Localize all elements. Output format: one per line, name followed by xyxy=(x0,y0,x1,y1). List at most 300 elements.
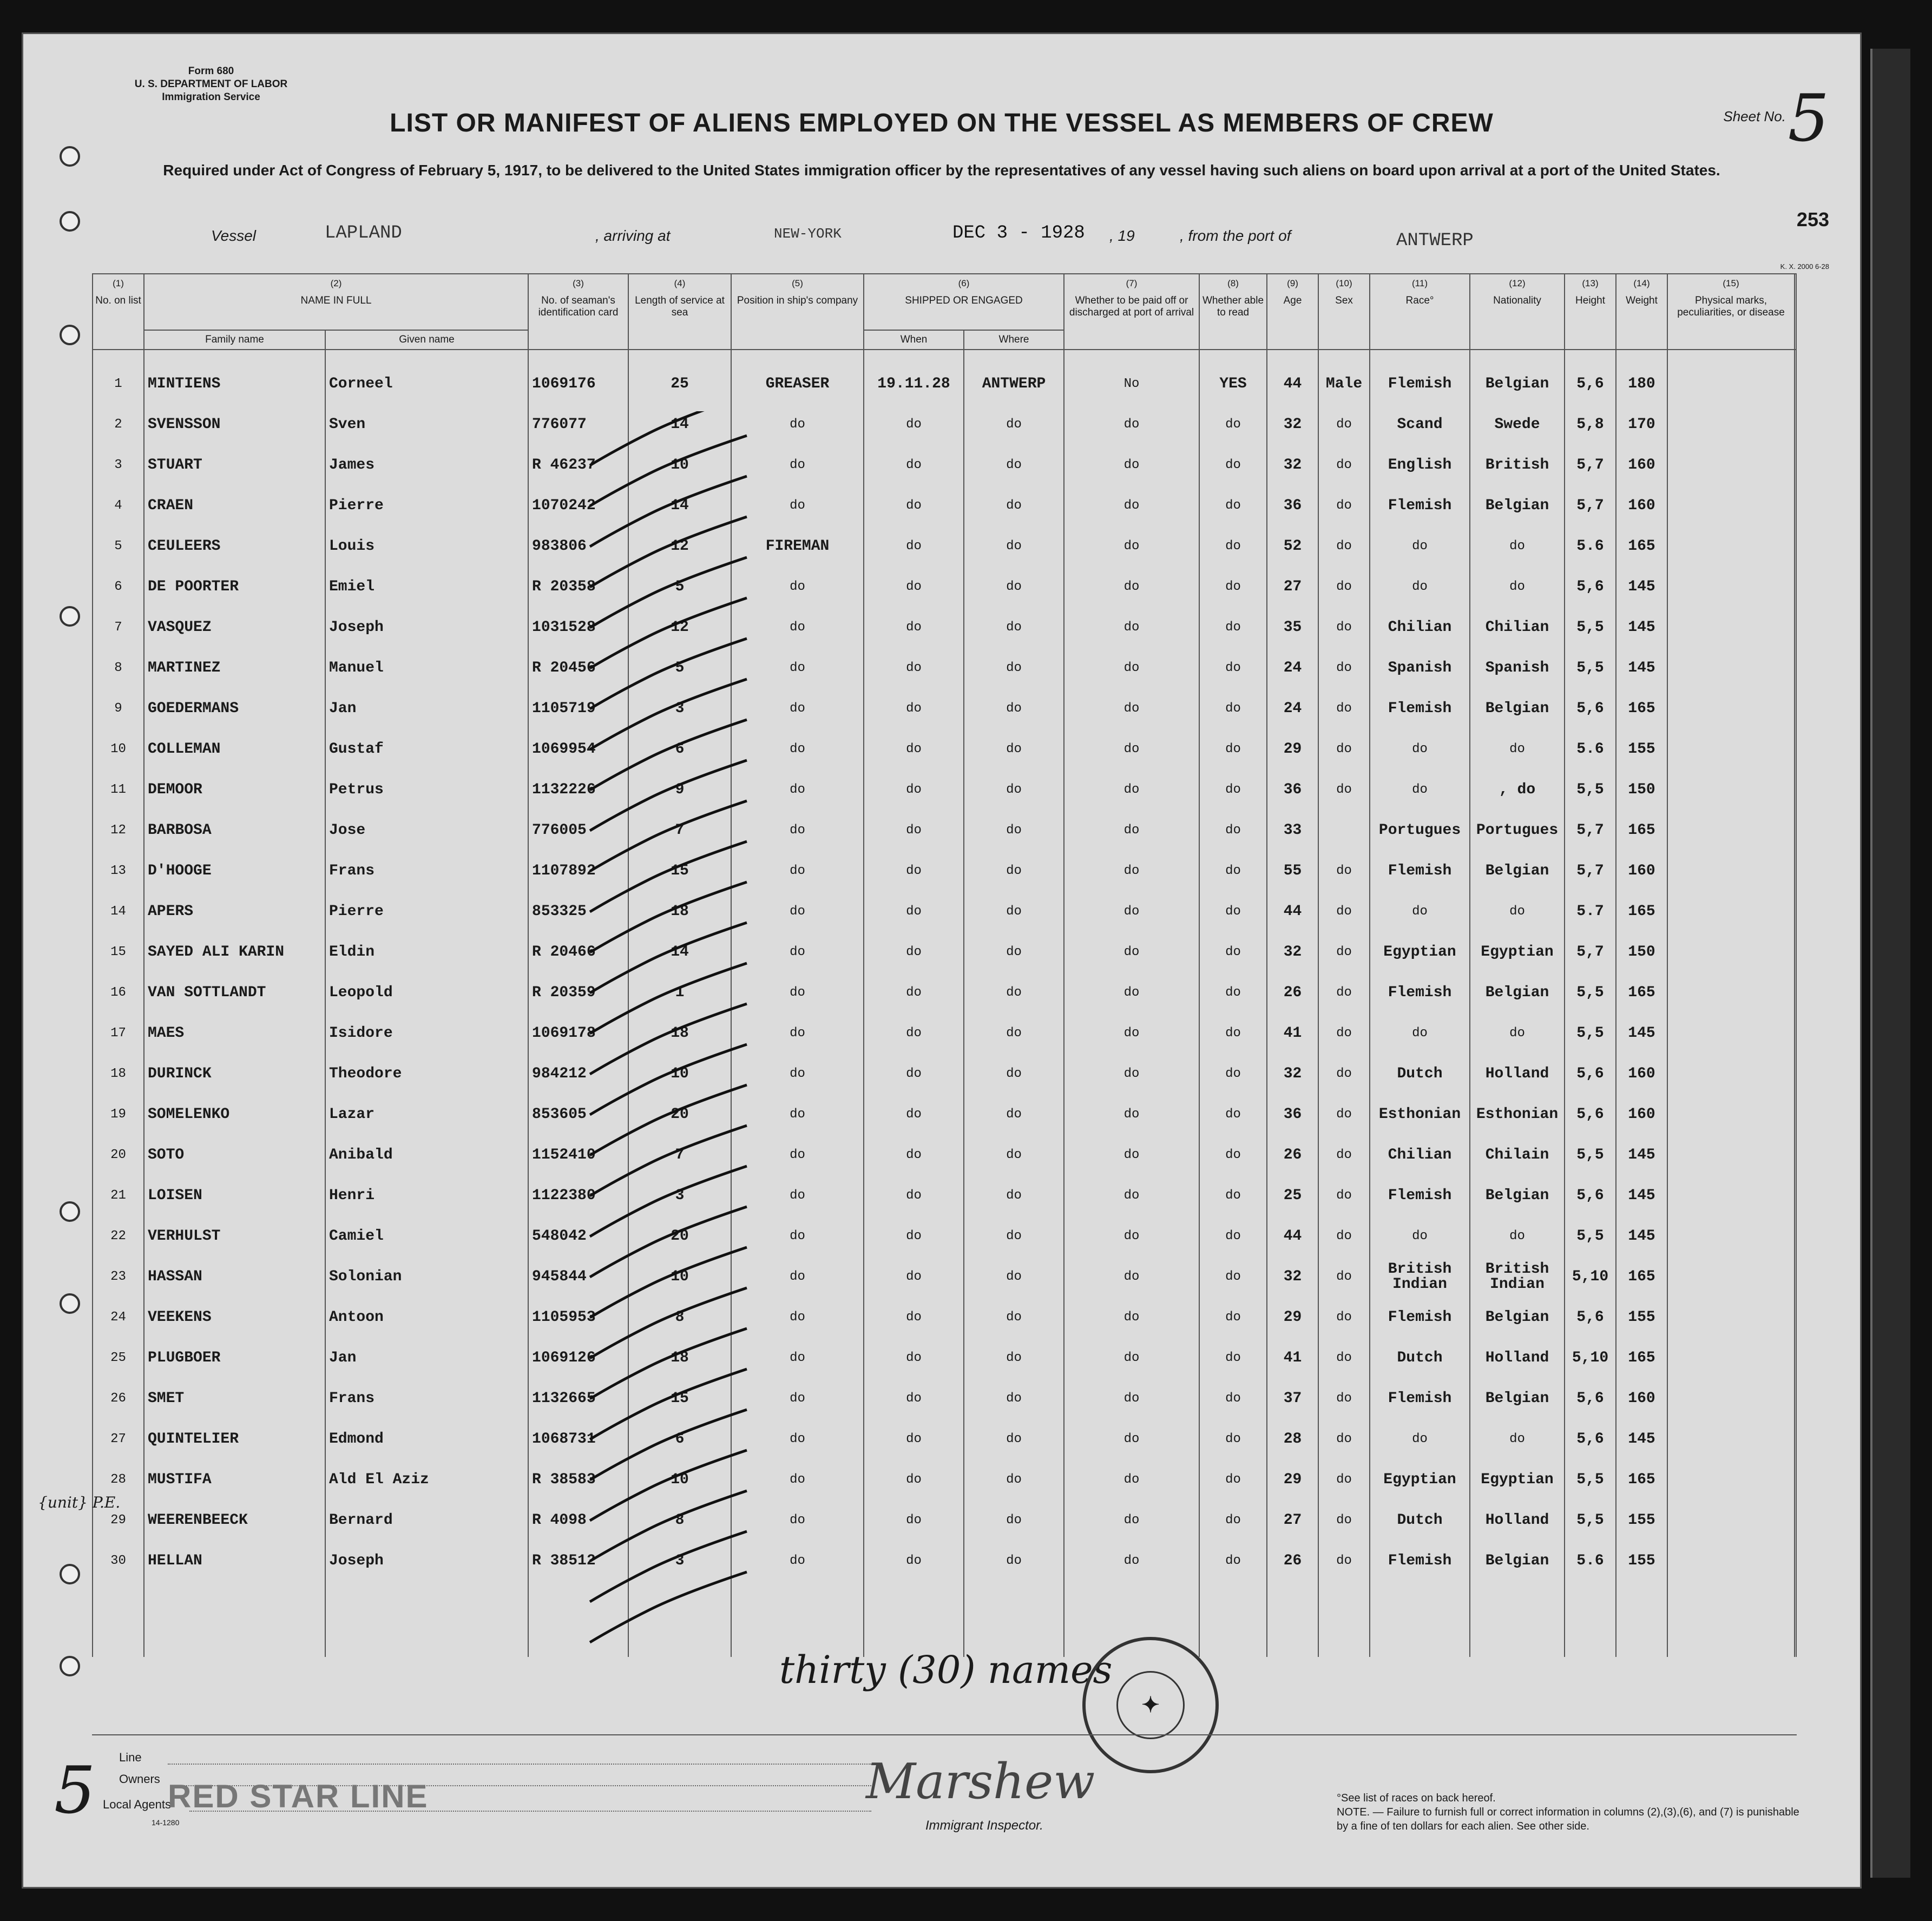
cell-nationality: do xyxy=(1470,1013,1565,1054)
cell-read: do xyxy=(1199,526,1267,567)
cell-empty xyxy=(1795,1581,1796,1657)
cell-race: Egyptian xyxy=(1370,1459,1470,1500)
cell-given: Ald El Aziz xyxy=(325,1459,528,1500)
cell-when: do xyxy=(864,485,964,526)
cell-card: 1069954 xyxy=(528,729,628,769)
cell-paid: do xyxy=(1064,1500,1199,1541)
cell-nationality: Esthonian xyxy=(1470,1094,1565,1135)
cell-race: Chilian xyxy=(1370,607,1470,648)
cell-nationality: Portugues xyxy=(1470,810,1565,851)
cell-given: Pierre xyxy=(325,891,528,932)
cell-blank xyxy=(1795,851,1796,891)
cell-height: 5,5 xyxy=(1565,972,1616,1013)
cell-age: 41 xyxy=(1267,1338,1318,1378)
cell-sex: do xyxy=(1318,1541,1370,1581)
cell-no: 20 xyxy=(93,1135,144,1175)
cell-service: 6 xyxy=(628,729,731,769)
cell-weight: 155 xyxy=(1616,1541,1667,1581)
col-family-name: Family name xyxy=(144,330,325,350)
cell-service: 14 xyxy=(628,485,731,526)
cell-no: 25 xyxy=(93,1338,144,1378)
cell-card: 1107892 xyxy=(528,851,628,891)
cell-service: 14 xyxy=(628,404,731,445)
cell-sex: do xyxy=(1318,1297,1370,1338)
cell-when: do xyxy=(864,851,964,891)
fine-note: NOTE. — Failure to furnish full or correct information in columns (2),(3),(6), and (7) is punishable by a fine of ten dollars for each alien. See other side. xyxy=(1337,1806,1799,1832)
crew-rows xyxy=(93,350,1796,1657)
cell-given: Lazar xyxy=(325,1094,528,1135)
binder-edge xyxy=(1870,49,1910,1878)
cell-sex: do xyxy=(1318,1500,1370,1541)
cell-when: do xyxy=(864,1297,964,1338)
cell-family: VASQUEZ xyxy=(144,607,325,648)
cell-sex: do xyxy=(1318,688,1370,729)
table-row xyxy=(93,1216,1796,1256)
cell-service: 15 xyxy=(628,851,731,891)
check-stroke xyxy=(590,1369,747,1439)
cell-blank xyxy=(1795,1338,1796,1378)
check-marks-svg xyxy=(584,411,790,1656)
cell-family: WEERENBEECK xyxy=(144,1500,325,1541)
cell-empty xyxy=(864,1581,964,1657)
cell-weight: 145 xyxy=(1616,1175,1667,1216)
cell-paid: do xyxy=(1064,1338,1199,1378)
cell-position: GREASER xyxy=(731,350,864,404)
cell-height: 5,5 xyxy=(1565,648,1616,688)
cell-paid: do xyxy=(1064,445,1199,485)
sheet-number-label: Sheet No. xyxy=(1723,108,1786,124)
cell-race: Flemish xyxy=(1370,1541,1470,1581)
cell-position: do xyxy=(731,1500,864,1541)
cell-read: do xyxy=(1199,1338,1267,1378)
cell-position: do xyxy=(731,648,864,688)
cell-where: do xyxy=(964,648,1064,688)
cell-paid: do xyxy=(1064,1297,1199,1338)
cell-height: 5,7 xyxy=(1565,932,1616,972)
cell-paid: do xyxy=(1064,648,1199,688)
cell-sex: do xyxy=(1318,1094,1370,1135)
cell-no: 8 xyxy=(93,648,144,688)
cell-given: Theodore xyxy=(325,1054,528,1094)
col-card: (3) No. of seaman's identification card xyxy=(528,274,628,350)
cell-weight: 150 xyxy=(1616,932,1667,972)
check-stroke xyxy=(590,720,747,790)
cell-nationality: Holland xyxy=(1470,1338,1565,1378)
cell-where: do xyxy=(964,810,1064,851)
cell-race: do xyxy=(1370,729,1470,769)
cell-age: 55 xyxy=(1267,851,1318,891)
table-row xyxy=(93,1419,1796,1459)
table-row xyxy=(93,1541,1796,1581)
cell-weight: 165 xyxy=(1616,891,1667,932)
table-row xyxy=(93,1175,1796,1216)
cell-read: do xyxy=(1199,445,1267,485)
from-port-label: , from the port of xyxy=(1180,227,1291,244)
cell-sex: do xyxy=(1318,648,1370,688)
table-row xyxy=(93,567,1796,607)
cell-position: do xyxy=(731,1094,864,1135)
cell-service: 3 xyxy=(628,1541,731,1581)
cell-family: MARTINEZ xyxy=(144,648,325,688)
line-label: Line xyxy=(119,1751,142,1764)
form-code: 14-1280 xyxy=(152,1818,180,1827)
cell-race: Dutch xyxy=(1370,1338,1470,1378)
table-row xyxy=(93,810,1796,851)
cell-age: 32 xyxy=(1267,404,1318,445)
cell-blank xyxy=(1795,1216,1796,1256)
company-stamp: RED STAR LINE xyxy=(168,1778,429,1814)
cell-height: 5,10 xyxy=(1565,1338,1616,1378)
table-row xyxy=(93,1135,1796,1175)
punch-hole-icon xyxy=(60,1201,80,1222)
cell-nationality: Belgian xyxy=(1470,851,1565,891)
cell-paid: do xyxy=(1064,769,1199,810)
cell-marks xyxy=(1667,1297,1795,1338)
cell-no: 1 xyxy=(93,350,144,404)
department: U. S. DEPARTMENT OF LABOR xyxy=(134,78,288,90)
cell-when: do xyxy=(864,729,964,769)
cell-nationality: Belgian xyxy=(1470,1297,1565,1338)
table-row xyxy=(93,1378,1796,1419)
cell-blank xyxy=(1795,1175,1796,1216)
cell-sex: do xyxy=(1318,445,1370,485)
cell-nationality: Egyptian xyxy=(1470,932,1565,972)
cell-given: Solonian xyxy=(325,1256,528,1297)
cell-family: HASSAN xyxy=(144,1256,325,1297)
cell-service: 12 xyxy=(628,607,731,648)
cell-position: do xyxy=(731,1419,864,1459)
cell-marks xyxy=(1667,1459,1795,1500)
departure-port: ANTWERP xyxy=(1396,231,1474,251)
cell-no: 9 xyxy=(93,688,144,729)
cell-when: 19.11.28 xyxy=(864,350,964,404)
cell-empty xyxy=(1470,1581,1565,1657)
cell-where: do xyxy=(964,1094,1064,1135)
cell-marks xyxy=(1667,526,1795,567)
cell-service: 6 xyxy=(628,1419,731,1459)
cell-race: Esthonian xyxy=(1370,1094,1470,1135)
cell-family: STUART xyxy=(144,445,325,485)
cell-sex: do xyxy=(1318,1216,1370,1256)
col-name: (2) NAME IN FULL xyxy=(144,274,528,330)
cell-service: 7 xyxy=(628,1135,731,1175)
punch-hole-icon xyxy=(60,1293,80,1314)
cell-height: 5.6 xyxy=(1565,729,1616,769)
cell-no: 23 xyxy=(93,1256,144,1297)
year-label: , 19 xyxy=(1109,227,1135,244)
cell-position: FIREMAN xyxy=(731,526,864,567)
col-shipped: (6) SHIPPED OR ENGAGED xyxy=(864,274,1064,330)
cell-height: 5,7 xyxy=(1565,485,1616,526)
cell-position: do xyxy=(731,1338,864,1378)
cell-age: 36 xyxy=(1267,485,1318,526)
cell-read: do xyxy=(1199,1459,1267,1500)
cell-empty xyxy=(1616,1581,1667,1657)
cell-blank xyxy=(1795,350,1796,404)
check-stroke xyxy=(590,882,747,952)
cell-race: English xyxy=(1370,445,1470,485)
check-stroke xyxy=(590,923,747,993)
handwritten-total: thirty (30) names xyxy=(779,1648,1113,1692)
cell-blank xyxy=(1795,1297,1796,1338)
cell-service: 20 xyxy=(628,1216,731,1256)
cell-when: do xyxy=(864,1013,964,1054)
cell-position: do xyxy=(731,932,864,972)
cell-where: do xyxy=(964,851,1064,891)
cell-sex: do xyxy=(1318,1378,1370,1419)
cell-position: do xyxy=(731,769,864,810)
cell-sex: do xyxy=(1318,769,1370,810)
cell-where: do xyxy=(964,1256,1064,1297)
cell-given: Frans xyxy=(325,1378,528,1419)
cell-sex: do xyxy=(1318,972,1370,1013)
cell-blank xyxy=(1795,404,1796,445)
cell-race: Dutch xyxy=(1370,1500,1470,1541)
cell-no: 30 xyxy=(93,1541,144,1581)
cell-marks xyxy=(1667,445,1795,485)
header-row xyxy=(93,274,1796,330)
cell-paid: do xyxy=(1064,404,1199,445)
cell-marks xyxy=(1667,1419,1795,1459)
cell-marks xyxy=(1667,607,1795,648)
cell-race: do xyxy=(1370,567,1470,607)
cell-nationality: do xyxy=(1470,526,1565,567)
table-row xyxy=(93,1459,1796,1500)
table-row xyxy=(93,445,1796,485)
cell-nationality: Belgian xyxy=(1470,1541,1565,1581)
cell-nationality: do xyxy=(1470,891,1565,932)
cell-weight: 155 xyxy=(1616,1500,1667,1541)
cell-card: 1068731 xyxy=(528,1419,628,1459)
cell-race: Spanish xyxy=(1370,648,1470,688)
cell-paid: do xyxy=(1064,688,1199,729)
cell-family: HELLAN xyxy=(144,1541,325,1581)
cell-weight: 145 xyxy=(1616,1135,1667,1175)
cell-nationality: do xyxy=(1470,1216,1565,1256)
cell-family: SOMELENKO xyxy=(144,1094,325,1135)
col-weight: (14) Weight xyxy=(1616,274,1667,350)
cell-race: Flemish xyxy=(1370,972,1470,1013)
cell-given: Isidore xyxy=(325,1013,528,1054)
cell-age: 44 xyxy=(1267,350,1318,404)
cell-sex: do xyxy=(1318,729,1370,769)
cell-blank xyxy=(1795,445,1796,485)
arriving-label: , arriving at xyxy=(595,227,671,244)
cell-given: Manuel xyxy=(325,648,528,688)
cell-weight: 160 xyxy=(1616,851,1667,891)
punch-hole-icon xyxy=(60,146,80,167)
cell-read: do xyxy=(1199,485,1267,526)
card-check-marks xyxy=(584,411,790,1656)
cell-age: 27 xyxy=(1267,567,1318,607)
cell-when: do xyxy=(864,648,964,688)
cell-card: R 20359 xyxy=(528,972,628,1013)
cell-read: do xyxy=(1199,1419,1267,1459)
cell-when: do xyxy=(864,1419,964,1459)
cell-blank xyxy=(1795,567,1796,607)
cell-service: 5 xyxy=(628,567,731,607)
cell-blank xyxy=(1795,729,1796,769)
cell-given: Emiel xyxy=(325,567,528,607)
cell-given: Camiel xyxy=(325,1216,528,1256)
cell-card: 1152410 xyxy=(528,1135,628,1175)
cell-no: 15 xyxy=(93,932,144,972)
cell-paid: do xyxy=(1064,729,1199,769)
cell-height: 5,10 xyxy=(1565,1256,1616,1297)
cell-nationality: Belgian xyxy=(1470,485,1565,526)
cell-blank xyxy=(1795,1500,1796,1541)
cell-paid: do xyxy=(1064,810,1199,851)
cell-paid: do xyxy=(1064,1054,1199,1094)
cell-age: 32 xyxy=(1267,1256,1318,1297)
cell-age: 29 xyxy=(1267,1297,1318,1338)
cell-age: 26 xyxy=(1267,972,1318,1013)
cell-given: Bernard xyxy=(325,1500,528,1541)
agents-label: Local Agents xyxy=(103,1798,171,1811)
cell-race: Flemish xyxy=(1370,1175,1470,1216)
cell-when: do xyxy=(864,1054,964,1094)
col-blank xyxy=(1795,274,1796,350)
cell-card: 983806 xyxy=(528,526,628,567)
cell-read: do xyxy=(1199,404,1267,445)
check-stroke xyxy=(590,760,747,831)
cell-weight: 165 xyxy=(1616,688,1667,729)
cell-height: 5,6 xyxy=(1565,688,1616,729)
cell-read: do xyxy=(1199,1175,1267,1216)
table-row xyxy=(93,526,1796,567)
cell-height: 5,6 xyxy=(1565,567,1616,607)
check-stroke xyxy=(590,1572,747,1642)
cell-read: do xyxy=(1199,1297,1267,1338)
form-header xyxy=(97,65,325,104)
table-row xyxy=(93,648,1796,688)
cell-card: 548042 xyxy=(528,1216,628,1256)
cell-when: do xyxy=(864,810,964,851)
check-stroke xyxy=(590,841,747,912)
cell-weight: 165 xyxy=(1616,526,1667,567)
cell-no: 24 xyxy=(93,1297,144,1338)
cell-family: GOEDERMANS xyxy=(144,688,325,729)
cell-race: do xyxy=(1370,1216,1470,1256)
cell-family: MAES xyxy=(144,1013,325,1054)
cell-position: do xyxy=(731,607,864,648)
cell-paid: do xyxy=(1064,1135,1199,1175)
cell-when: do xyxy=(864,1216,964,1256)
cell-age: 32 xyxy=(1267,932,1318,972)
check-stroke xyxy=(590,476,747,547)
cell-empty xyxy=(1370,1581,1470,1657)
cell-when: do xyxy=(864,1338,964,1378)
footer-divider xyxy=(92,1734,1797,1735)
cell-weight: 165 xyxy=(1616,810,1667,851)
cell-service: 18 xyxy=(628,1338,731,1378)
table-row xyxy=(93,485,1796,526)
cell-nationality: do xyxy=(1470,567,1565,607)
table-row xyxy=(93,350,1796,404)
cell-nationality: Spanish xyxy=(1470,648,1565,688)
cell-family: COLLEMAN xyxy=(144,729,325,769)
cell-height: 5,8 xyxy=(1565,404,1616,445)
cell-where: do xyxy=(964,445,1064,485)
table-row xyxy=(93,932,1796,972)
cell-family: APERS xyxy=(144,891,325,932)
cell-given: Jose xyxy=(325,810,528,851)
cell-read: do xyxy=(1199,932,1267,972)
check-stroke xyxy=(590,1328,747,1399)
cell-race: Flemish xyxy=(1370,350,1470,404)
cell-family: QUINTELIER xyxy=(144,1419,325,1459)
cell-age: 26 xyxy=(1267,1541,1318,1581)
cell-family: MUSTIFA xyxy=(144,1459,325,1500)
cell-weight: 145 xyxy=(1616,607,1667,648)
cell-family: DURINCK xyxy=(144,1054,325,1094)
cell-where: do xyxy=(964,769,1064,810)
cell-weight: 145 xyxy=(1616,648,1667,688)
cell-card: 1132226 xyxy=(528,769,628,810)
cell-where: do xyxy=(964,1338,1064,1378)
cell-no: 21 xyxy=(93,1175,144,1216)
cell-family: MINTIENS xyxy=(144,350,325,404)
cell-paid: do xyxy=(1064,1459,1199,1500)
cell-empty xyxy=(1318,1581,1370,1657)
cell-nationality: Swede xyxy=(1470,404,1565,445)
cell-age: 41 xyxy=(1267,1013,1318,1054)
check-stroke xyxy=(590,679,747,749)
cell-weight: 145 xyxy=(1616,1419,1667,1459)
cell-when: do xyxy=(864,769,964,810)
cell-height: 5,6 xyxy=(1565,1419,1616,1459)
cell-height: 5.6 xyxy=(1565,1541,1616,1581)
cell-position: do xyxy=(731,404,864,445)
cell-marks xyxy=(1667,648,1795,688)
cell-no: 28 xyxy=(93,1459,144,1500)
cell-height: 5,5 xyxy=(1565,1459,1616,1500)
cell-family: LOISEN xyxy=(144,1175,325,1216)
cell-card: R 20456 xyxy=(528,648,628,688)
cell-card: 1105953 xyxy=(528,1297,628,1338)
cell-paid: do xyxy=(1064,1256,1199,1297)
cell-position: do xyxy=(731,1175,864,1216)
cell-position: do xyxy=(731,1378,864,1419)
table-row xyxy=(93,891,1796,932)
cell-service: 10 xyxy=(628,1256,731,1297)
cell-age: 29 xyxy=(1267,729,1318,769)
cell-height: 5,6 xyxy=(1565,1094,1616,1135)
arriving-port: NEW-YORK xyxy=(774,226,842,242)
cell-blank xyxy=(1795,1256,1796,1297)
cell-no: 5 xyxy=(93,526,144,567)
cell-paid: do xyxy=(1064,607,1199,648)
table-row xyxy=(93,404,1796,445)
cell-card: 1122380 xyxy=(528,1175,628,1216)
check-stroke xyxy=(590,1126,747,1196)
footnote xyxy=(1337,1791,1813,1833)
cell-blank xyxy=(1795,1419,1796,1459)
cell-card: 1031528 xyxy=(528,607,628,648)
cell-given: Corneel xyxy=(325,350,528,404)
cell-card: 984212 xyxy=(528,1054,628,1094)
cell-empty xyxy=(1667,1581,1795,1657)
check-stroke xyxy=(590,411,747,465)
cell-paid: do xyxy=(1064,972,1199,1013)
punch-hole-icon xyxy=(60,1564,80,1584)
cell-paid: do xyxy=(1064,567,1199,607)
cell-weight: 165 xyxy=(1616,972,1667,1013)
cell-card: 1105719 xyxy=(528,688,628,729)
col-race: (11) Race° xyxy=(1370,274,1470,350)
cell-no: 13 xyxy=(93,851,144,891)
cell-given: Louis xyxy=(325,526,528,567)
